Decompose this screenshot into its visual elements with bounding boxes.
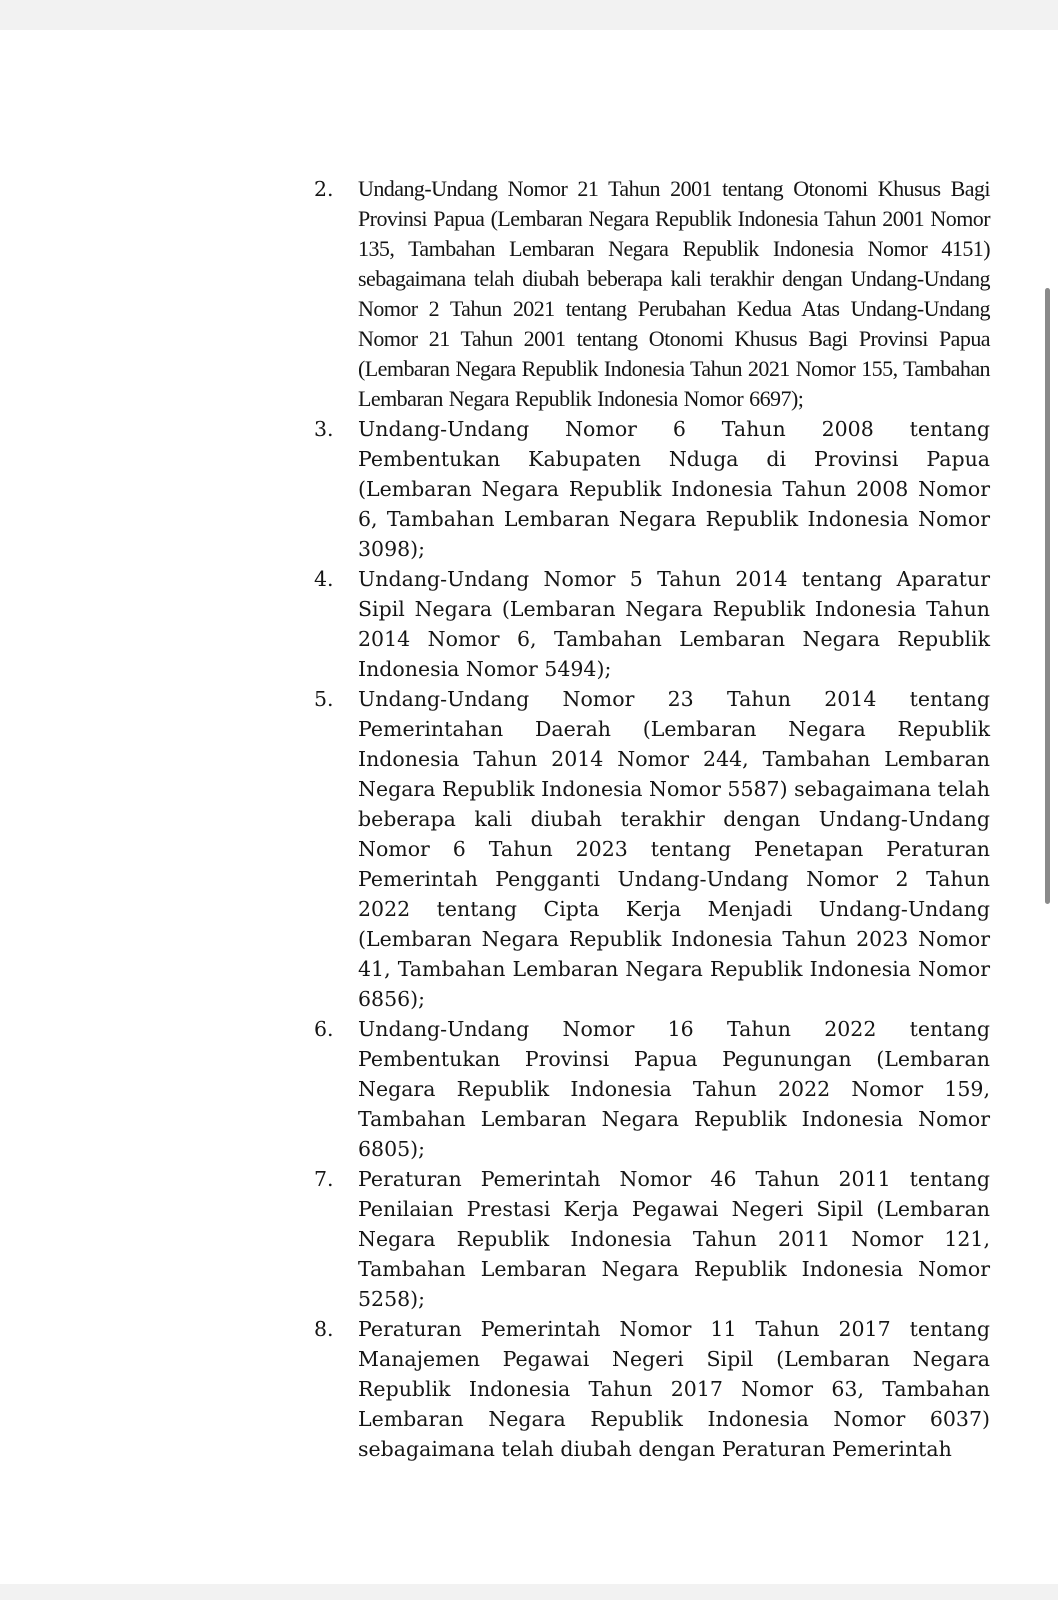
vertical-scrollbar[interactable] (1045, 288, 1050, 904)
item-text: Undang-Undang Nomor 16 Tahun 2022 tentang Pembentukan Provinsi Papua Pegunungan (Lembaran Negara Republik Indonesia Tahun 2022 Nomor 159, Tambahan Lembaran Negara Republik Indonesia Nomor 6805); (358, 1017, 990, 1161)
list-item (314, 564, 990, 684)
item-number: 4. (314, 567, 334, 591)
item-number: 2. (314, 177, 334, 201)
list-item (314, 1014, 990, 1164)
list-item (314, 414, 990, 564)
list-item (314, 174, 990, 414)
list-item (314, 1314, 990, 1464)
item-text: Peraturan Pemerintah Nomor 11 Tahun 2017 tentang Manajemen Pegawai Negeri Sipil (Lembaran Negara Republik Indonesia Tahun 2017 Nomor 63, Tambahan Lembaran Negara Republik Indonesia Nomor 6037) sebagaimana telah diubah dengan Peraturan Pemerintah (358, 1317, 990, 1461)
item-number: 7. (314, 1167, 334, 1191)
item-number: 5. (314, 687, 334, 711)
item-text: Undang-Undang Nomor 5 Tahun 2014 tentang Aparatur Sipil Negara (Lembaran Negara Republik Indonesia Tahun 2014 Nomor 6, Tambahan Lembaran Negara Republik Indonesia Nomor 5494); (358, 567, 990, 681)
document-page (0, 30, 1058, 1584)
item-text: Undang-Undang Nomor 23 Tahun 2014 tentang Pemerintahan Daerah (Lembaran Negara Republik Indonesia Tahun 2014 Nomor 244, Tambahan Lembaran Negara Republik Indonesia Nomor 5587) sebagaimana telah beberapa kali diubah terakhir dengan Undang-Undang Nomor 6 Tahun 2023 tentang Penetapan Peraturan Pemerintah Pengganti Undang-Undang Nomor 2 Tahun 2022 tentang Cipta Kerja Menjadi Undang-Undang (Lembaran Negara Republik Indonesia Tahun 2023 Nomor 41, Tambahan Lembaran Negara Republik Indonesia Nomor 6856); (358, 687, 990, 1011)
item-number: 3. (314, 417, 334, 441)
item-text: Undang-Undang Nomor 6 Tahun 2008 tentang Pembentukan Kabupaten Nduga di Provinsi Papua (Lembaran Negara Republik Indonesia Tahun 2008 Nomor 6, Tambahan Lembaran Negara Republik Indonesia Nomor 3098); (358, 417, 990, 561)
item-number: 6. (314, 1017, 334, 1041)
item-number: 8. (314, 1317, 334, 1341)
list-item (314, 1164, 990, 1314)
item-text: Peraturan Pemerintah Nomor 46 Tahun 2011 tentang Penilaian Prestasi Kerja Pegawai Negeri Sipil (Lembaran Negara Republik Indonesia Tahun 2011 Nomor 121, Tambahan Lembaran Negara Republik Indonesia Nomor 5258); (358, 1167, 990, 1311)
list-item (314, 684, 990, 1014)
regulation-list (314, 174, 990, 1464)
item-text: Undang-Undang Nomor 21 Tahun 2001 tentang Otonomi Khusus Bagi Provinsi Papua (Lembaran Negara Republik Indonesia Tahun 2001 Nomor 135, Tambahan Lembaran Negara Republik Indonesia Nomor 4151) sebagaimana telah diubah beberapa kali terakhir dengan Undang-Undang Nomor 2 Tahun 2021 tentang Perubahan Kedua Atas Undang-Undang Nomor 21 Tahun 2001 tentang Otonomi Khusus Bagi Provinsi Papua (Lembaran Negara Republik Indonesia Tahun 2021 Nomor 155, Tambahan Lembaran Negara Republik Indonesia Nomor 6697); (358, 176, 990, 411)
